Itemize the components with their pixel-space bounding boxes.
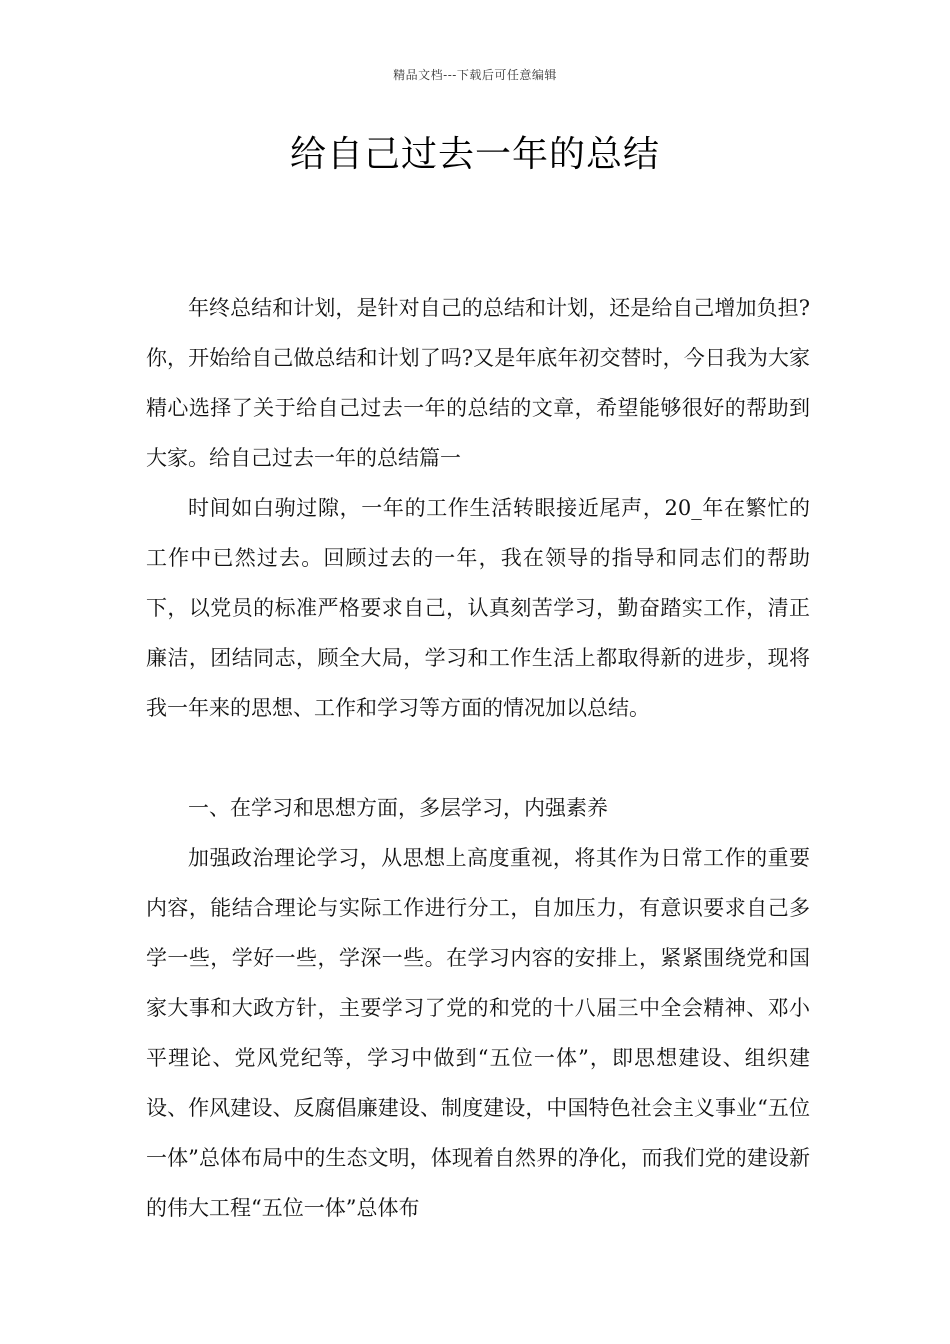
paragraph-review: 时间如白驹过隙，一年的工作生活转眼接近尾声，20_年在繁忙的工作中已然过去。回顾过去的一年，我在领导的指导和同志们的帮助下，以党员的标准严格要求自己，认真刻苦学习，勤奋踏实工作，清正廉洁，团结同志，顾全大局，学习和工作生活上都取得新的进步，现将我一年来的思想、工作和学习等方面的情况加以总结。 [146,496,810,720]
document-title: 给自己过去一年的总结 [289,134,660,175]
document-body [146,283,810,1233]
paragraph-study: 加强政治理论学习，从思想上高度重视，将其作为日常工作的重要内容，能结合理论与实际工作进行分工，自加压力，有意识要求自己多学一些，学好一些，学深一些。在学习内容的安排上，紧紧围绕党和国家大事和大政方针，主要学习了党的和党的十八届三中全会精神、邓小平理论、党风党纪等，学习中做到“五位一体”，即思想建设、组织建设、作风建设、反腐倡廉建设、制度建设，中国特色社会主义事业“五位一体”总体布局中的生态文明，体现着自然界的净化，而我们党的建设新的伟大工程“五位一体”总体布 [146,846,810,1220]
section-heading: 一、在学习和思想方面，多层学习，内强素养 [188,796,608,820]
paragraph-intro: 年终总结和计划，是针对自己的总结和计划，还是给自己增加负担?你，开始给自己做总结和计划了吗?又是年底年初交替时，今日我为大家精心选择了关于给自己过去一年的总结的文章，希望能够很好的帮助到大家。给自己过去一年的总结篇一 [146,296,810,470]
header-note: 精品文档---下载后可任意编辑 [393,68,557,82]
